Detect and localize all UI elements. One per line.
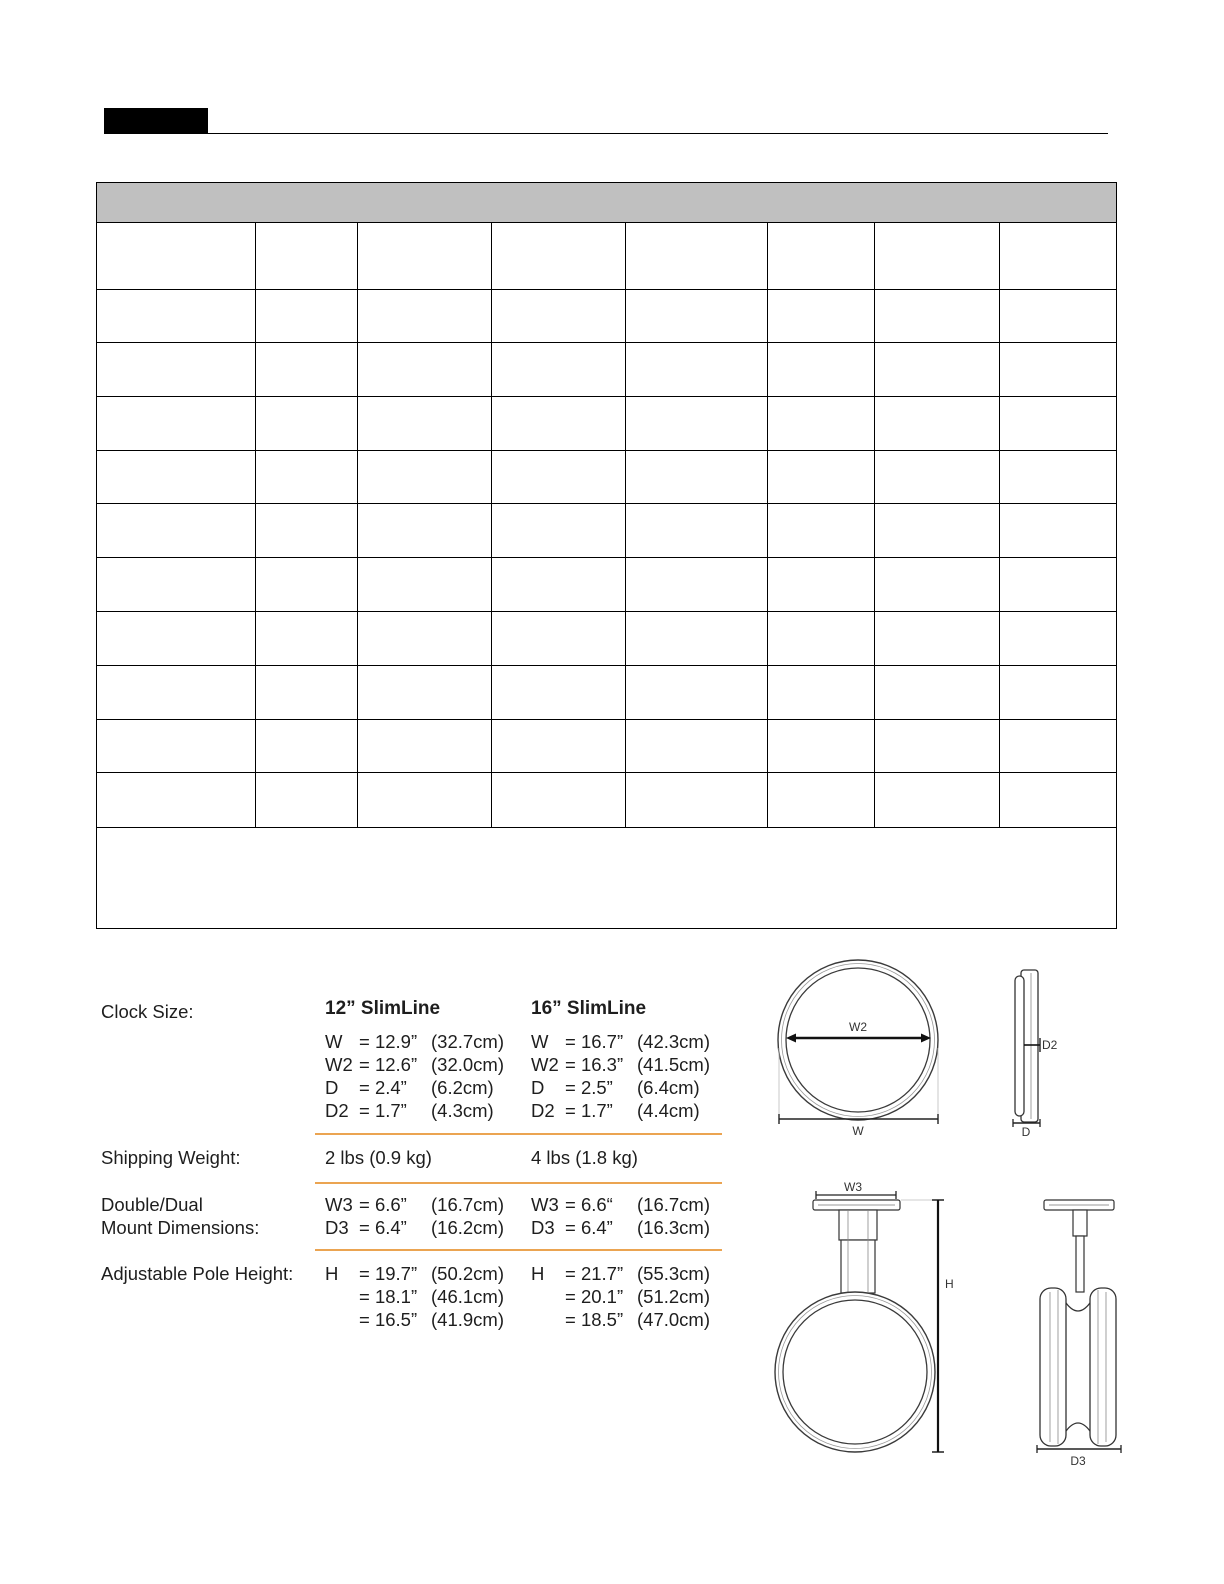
dimension-row [325, 1030, 504, 1053]
table-cell [492, 558, 626, 612]
table-cell [358, 773, 492, 828]
table-cell [626, 612, 768, 666]
table-cell [97, 343, 256, 397]
table-cell [492, 397, 626, 451]
table-cell [97, 397, 256, 451]
table-row [97, 290, 1117, 343]
specification-table [96, 182, 1117, 929]
table-cell [875, 504, 1000, 558]
table-column-header-cell [256, 223, 358, 290]
table-cell [768, 773, 875, 828]
table-cell [256, 343, 358, 397]
dimension-metric: (55.3cm) [637, 1263, 710, 1284]
dimension-row [531, 1076, 710, 1099]
table-cell [256, 451, 358, 504]
pole-height-12in [325, 1262, 504, 1331]
table-notes-row [97, 828, 1117, 929]
dimension-row [531, 1262, 710, 1285]
pole-mount-front-diagram [775, 1180, 954, 1452]
clock-face-edge [786, 968, 930, 1112]
table-cell [768, 612, 875, 666]
table-cell [768, 343, 875, 397]
dimension-metric: (6.2cm) [431, 1077, 494, 1098]
mount-dimensions-label-line2: Mount Dimensions: [101, 1217, 260, 1238]
dimension-value: = 16.5” [359, 1309, 418, 1330]
table-cell [492, 612, 626, 666]
table-cell [626, 666, 768, 720]
table-cell [768, 397, 875, 451]
dimension-metric: (41.5cm) [637, 1054, 710, 1075]
table-cell [97, 504, 256, 558]
table-column-header-cell [358, 223, 492, 290]
dimension-row [531, 1285, 710, 1308]
table-title-cell [97, 183, 1117, 223]
table-cell [875, 666, 1000, 720]
table-row [97, 720, 1117, 773]
front-view-diagram [778, 960, 938, 1138]
table-cell [492, 720, 626, 773]
section-divider [315, 1249, 722, 1251]
table-cell [768, 504, 875, 558]
dimension-row [531, 1216, 710, 1239]
table-row [97, 666, 1117, 720]
dimension-row [325, 1308, 504, 1331]
clock-size-12in-column [325, 997, 504, 1122]
w-dimension-label: W [852, 1124, 864, 1138]
table-cell [97, 558, 256, 612]
d2-dimension-label: D2 [1042, 1038, 1058, 1052]
table-cell [358, 612, 492, 666]
dimension-metric: (32.7cm) [431, 1031, 504, 1052]
table-row [97, 558, 1117, 612]
table-cell [1000, 612, 1117, 666]
table-cell [358, 290, 492, 343]
table-cell [875, 397, 1000, 451]
table-cell [768, 720, 875, 773]
dimension-row [325, 1216, 504, 1239]
dimension-value: = 20.1” [565, 1286, 624, 1307]
table-cell [768, 451, 875, 504]
dimension-row [531, 1099, 710, 1122]
table-cell [256, 504, 358, 558]
table-cell [358, 720, 492, 773]
table-cell [97, 720, 256, 773]
table-cell [358, 397, 492, 451]
table-cell [875, 290, 1000, 343]
pole-collar [839, 1210, 877, 1240]
table-cell [358, 666, 492, 720]
clock-bezel-outer [778, 960, 938, 1120]
dimension-metric: (16.3cm) [637, 1217, 710, 1238]
table-notes-cell [97, 828, 1117, 929]
dimension-key: W2 [325, 1054, 353, 1075]
shipping-weight-16in: 4 lbs (1.8 kg) [531, 1147, 638, 1168]
dimension-row [531, 1053, 710, 1076]
w3-dimension-label: W3 [844, 1180, 862, 1194]
back-clock-profile [1090, 1288, 1116, 1446]
dimension-key-spacer [325, 1285, 359, 1308]
dimension-metric: (16.7cm) [431, 1194, 504, 1215]
dimension-value: = 16.7” [565, 1031, 624, 1052]
dimension-key: D3 [531, 1217, 555, 1238]
dimension-key: W3 [325, 1194, 353, 1215]
clock-size-16in-column [531, 997, 710, 1122]
table-column-header-cell [626, 223, 768, 290]
dimension-key: D2 [531, 1100, 555, 1121]
table-cell [1000, 343, 1117, 397]
dimension-value: = 1.7” [565, 1100, 613, 1121]
table-cell [768, 290, 875, 343]
table-column-header-cell [492, 223, 626, 290]
clock-size-label: Clock Size: [101, 1001, 194, 1022]
pole-collar [1073, 1210, 1087, 1236]
table-cell [256, 397, 358, 451]
table-cell [626, 773, 768, 828]
table-cell [626, 290, 768, 343]
table-cell [358, 558, 492, 612]
w2-dimension-label: W2 [849, 1020, 867, 1034]
table-cell [1000, 451, 1117, 504]
dimension-value: = 2.5” [565, 1077, 613, 1098]
dimension-metric: (16.2cm) [431, 1217, 504, 1238]
dimension-metric: (4.4cm) [637, 1100, 700, 1121]
table-cell [358, 343, 492, 397]
dimension-key: H [325, 1263, 339, 1284]
front-clock-profile [1040, 1288, 1066, 1446]
table-cell [492, 773, 626, 828]
table-cell [875, 720, 1000, 773]
table-cell [875, 558, 1000, 612]
table-cell [626, 558, 768, 612]
dimension-row [325, 1262, 504, 1285]
dimension-row [531, 1193, 710, 1216]
table-cell [492, 666, 626, 720]
dimension-key: W2 [531, 1054, 559, 1075]
dimension-value: = 19.7” [359, 1263, 418, 1284]
dimension-key: W [531, 1031, 549, 1052]
table-column-header-row [97, 223, 1117, 290]
clock-bezel-profile [1015, 976, 1024, 1116]
table-cell [97, 773, 256, 828]
mount-dimensions-label-line1: Double/Dual [101, 1194, 203, 1215]
table-cell [1000, 290, 1117, 343]
table-cell [256, 558, 358, 612]
table-row [97, 397, 1117, 451]
table-column-header-cell [768, 223, 875, 290]
table-cell [768, 558, 875, 612]
dimension-value: = 6.4” [565, 1217, 613, 1238]
dimension-metric: (41.9cm) [431, 1309, 504, 1330]
dimension-row [531, 1308, 710, 1331]
table-cell [358, 451, 492, 504]
dimension-row [531, 1030, 710, 1053]
dimension-metric: (4.3cm) [431, 1100, 494, 1121]
table-cell [492, 504, 626, 558]
dimension-key-spacer [531, 1285, 565, 1308]
table-cell [875, 451, 1000, 504]
dimension-value: = 2.4” [359, 1077, 407, 1098]
pole-tube [1076, 1236, 1084, 1292]
dimension-value: = 6.4” [359, 1217, 407, 1238]
table-cell [1000, 558, 1117, 612]
dimension-row [325, 1053, 504, 1076]
table-cell [626, 397, 768, 451]
dimension-key: W [325, 1031, 343, 1052]
dual-clock-center-body [1064, 1300, 1092, 1434]
table-cell [875, 343, 1000, 397]
dimension-value: = 6.6“ [565, 1194, 613, 1215]
table-cell [492, 451, 626, 504]
dimension-key-spacer [531, 1308, 565, 1331]
mount-dimensions-label [101, 1193, 259, 1239]
dimension-row [325, 1285, 504, 1308]
table-cell [626, 720, 768, 773]
dimension-value: = 6.6” [359, 1194, 407, 1215]
section-divider [315, 1182, 722, 1184]
dimension-value: = 21.7” [565, 1263, 624, 1284]
shipping-weight-label: Shipping Weight: [101, 1147, 241, 1168]
dimension-metric: (16.7cm) [637, 1194, 710, 1215]
header-rule [104, 133, 1108, 134]
table-cell [875, 612, 1000, 666]
dimension-key: D3 [325, 1217, 349, 1238]
table-cell [256, 720, 358, 773]
dimension-key: D [325, 1077, 339, 1098]
table-cell [492, 343, 626, 397]
dimension-key: H [531, 1263, 545, 1284]
table-cell [1000, 397, 1117, 451]
mount-dimensions-12in [325, 1193, 504, 1239]
dimension-row [325, 1099, 504, 1122]
clock-bezel-outer [775, 1292, 935, 1452]
dimension-diagrams [760, 950, 1140, 1475]
table-cell [768, 666, 875, 720]
w2-arrow-left [786, 1034, 796, 1043]
clock-bezel-mid [782, 964, 935, 1117]
table-cell [626, 451, 768, 504]
table-cell [256, 612, 358, 666]
side-view-diagram [1013, 970, 1058, 1139]
table-cell [626, 504, 768, 558]
table-cell [256, 666, 358, 720]
table-cell [256, 290, 358, 343]
pole-tube [841, 1240, 875, 1293]
table-cell [256, 773, 358, 828]
dimension-value: = 12.9” [359, 1031, 418, 1052]
table-cell [97, 612, 256, 666]
table-cell [1000, 773, 1117, 828]
table-cell [875, 773, 1000, 828]
dimension-metric: (47.0cm) [637, 1309, 710, 1330]
d3-dimension-label: D3 [1070, 1454, 1086, 1468]
dimension-metric: (46.1cm) [431, 1286, 504, 1307]
dimension-metric: (42.3cm) [637, 1031, 710, 1052]
table-column-header-cell [875, 223, 1000, 290]
dimension-value: = 1.7” [359, 1100, 407, 1121]
dimension-key: W3 [531, 1194, 559, 1215]
dimension-metric: (51.2cm) [637, 1286, 710, 1307]
mount-dimensions-16in [531, 1193, 710, 1239]
shipping-weight-12in: 2 lbs (0.9 kg) [325, 1147, 432, 1168]
table-cell [626, 343, 768, 397]
table-column-header-cell [1000, 223, 1117, 290]
dimension-key-spacer [325, 1308, 359, 1331]
header-tab-block [104, 108, 208, 133]
pole-height-16in [531, 1262, 710, 1331]
table-cell [358, 504, 492, 558]
table-cell [97, 290, 256, 343]
table-title-row [97, 183, 1117, 223]
dimension-key: D [531, 1077, 545, 1098]
table-cell [492, 290, 626, 343]
table-cell [97, 666, 256, 720]
table-row [97, 504, 1117, 558]
pole-height-label: Adjustable Pole Height: [101, 1263, 294, 1284]
table-row [97, 612, 1117, 666]
model-title-12in: 12” SlimLine [325, 998, 441, 1019]
table-row [97, 343, 1117, 397]
h-dimension-label: H [945, 1277, 954, 1291]
pole-mount-side-diagram [1037, 1200, 1121, 1468]
dimension-metric: (32.0cm) [431, 1054, 504, 1075]
section-divider [315, 1133, 722, 1135]
table-cell [1000, 720, 1117, 773]
dimension-metric: (6.4cm) [637, 1077, 700, 1098]
dimension-metric: (50.2cm) [431, 1263, 504, 1284]
table-cell [97, 451, 256, 504]
dimension-value: = 18.5” [565, 1309, 624, 1330]
model-title-16in: 16” SlimLine [531, 998, 647, 1019]
table-cell [1000, 666, 1117, 720]
d-dimension-label: D [1021, 1125, 1031, 1139]
dimension-row [325, 1193, 504, 1216]
dimension-key: D2 [325, 1100, 349, 1121]
dimension-value: = 12.6” [359, 1054, 418, 1075]
dimension-value: = 18.1” [359, 1286, 418, 1307]
table-cell [1000, 504, 1117, 558]
table-row [97, 773, 1117, 828]
table-row [97, 451, 1117, 504]
table-column-header-cell [97, 223, 256, 290]
dimension-row [325, 1076, 504, 1099]
dimension-value: = 16.3” [565, 1054, 624, 1075]
